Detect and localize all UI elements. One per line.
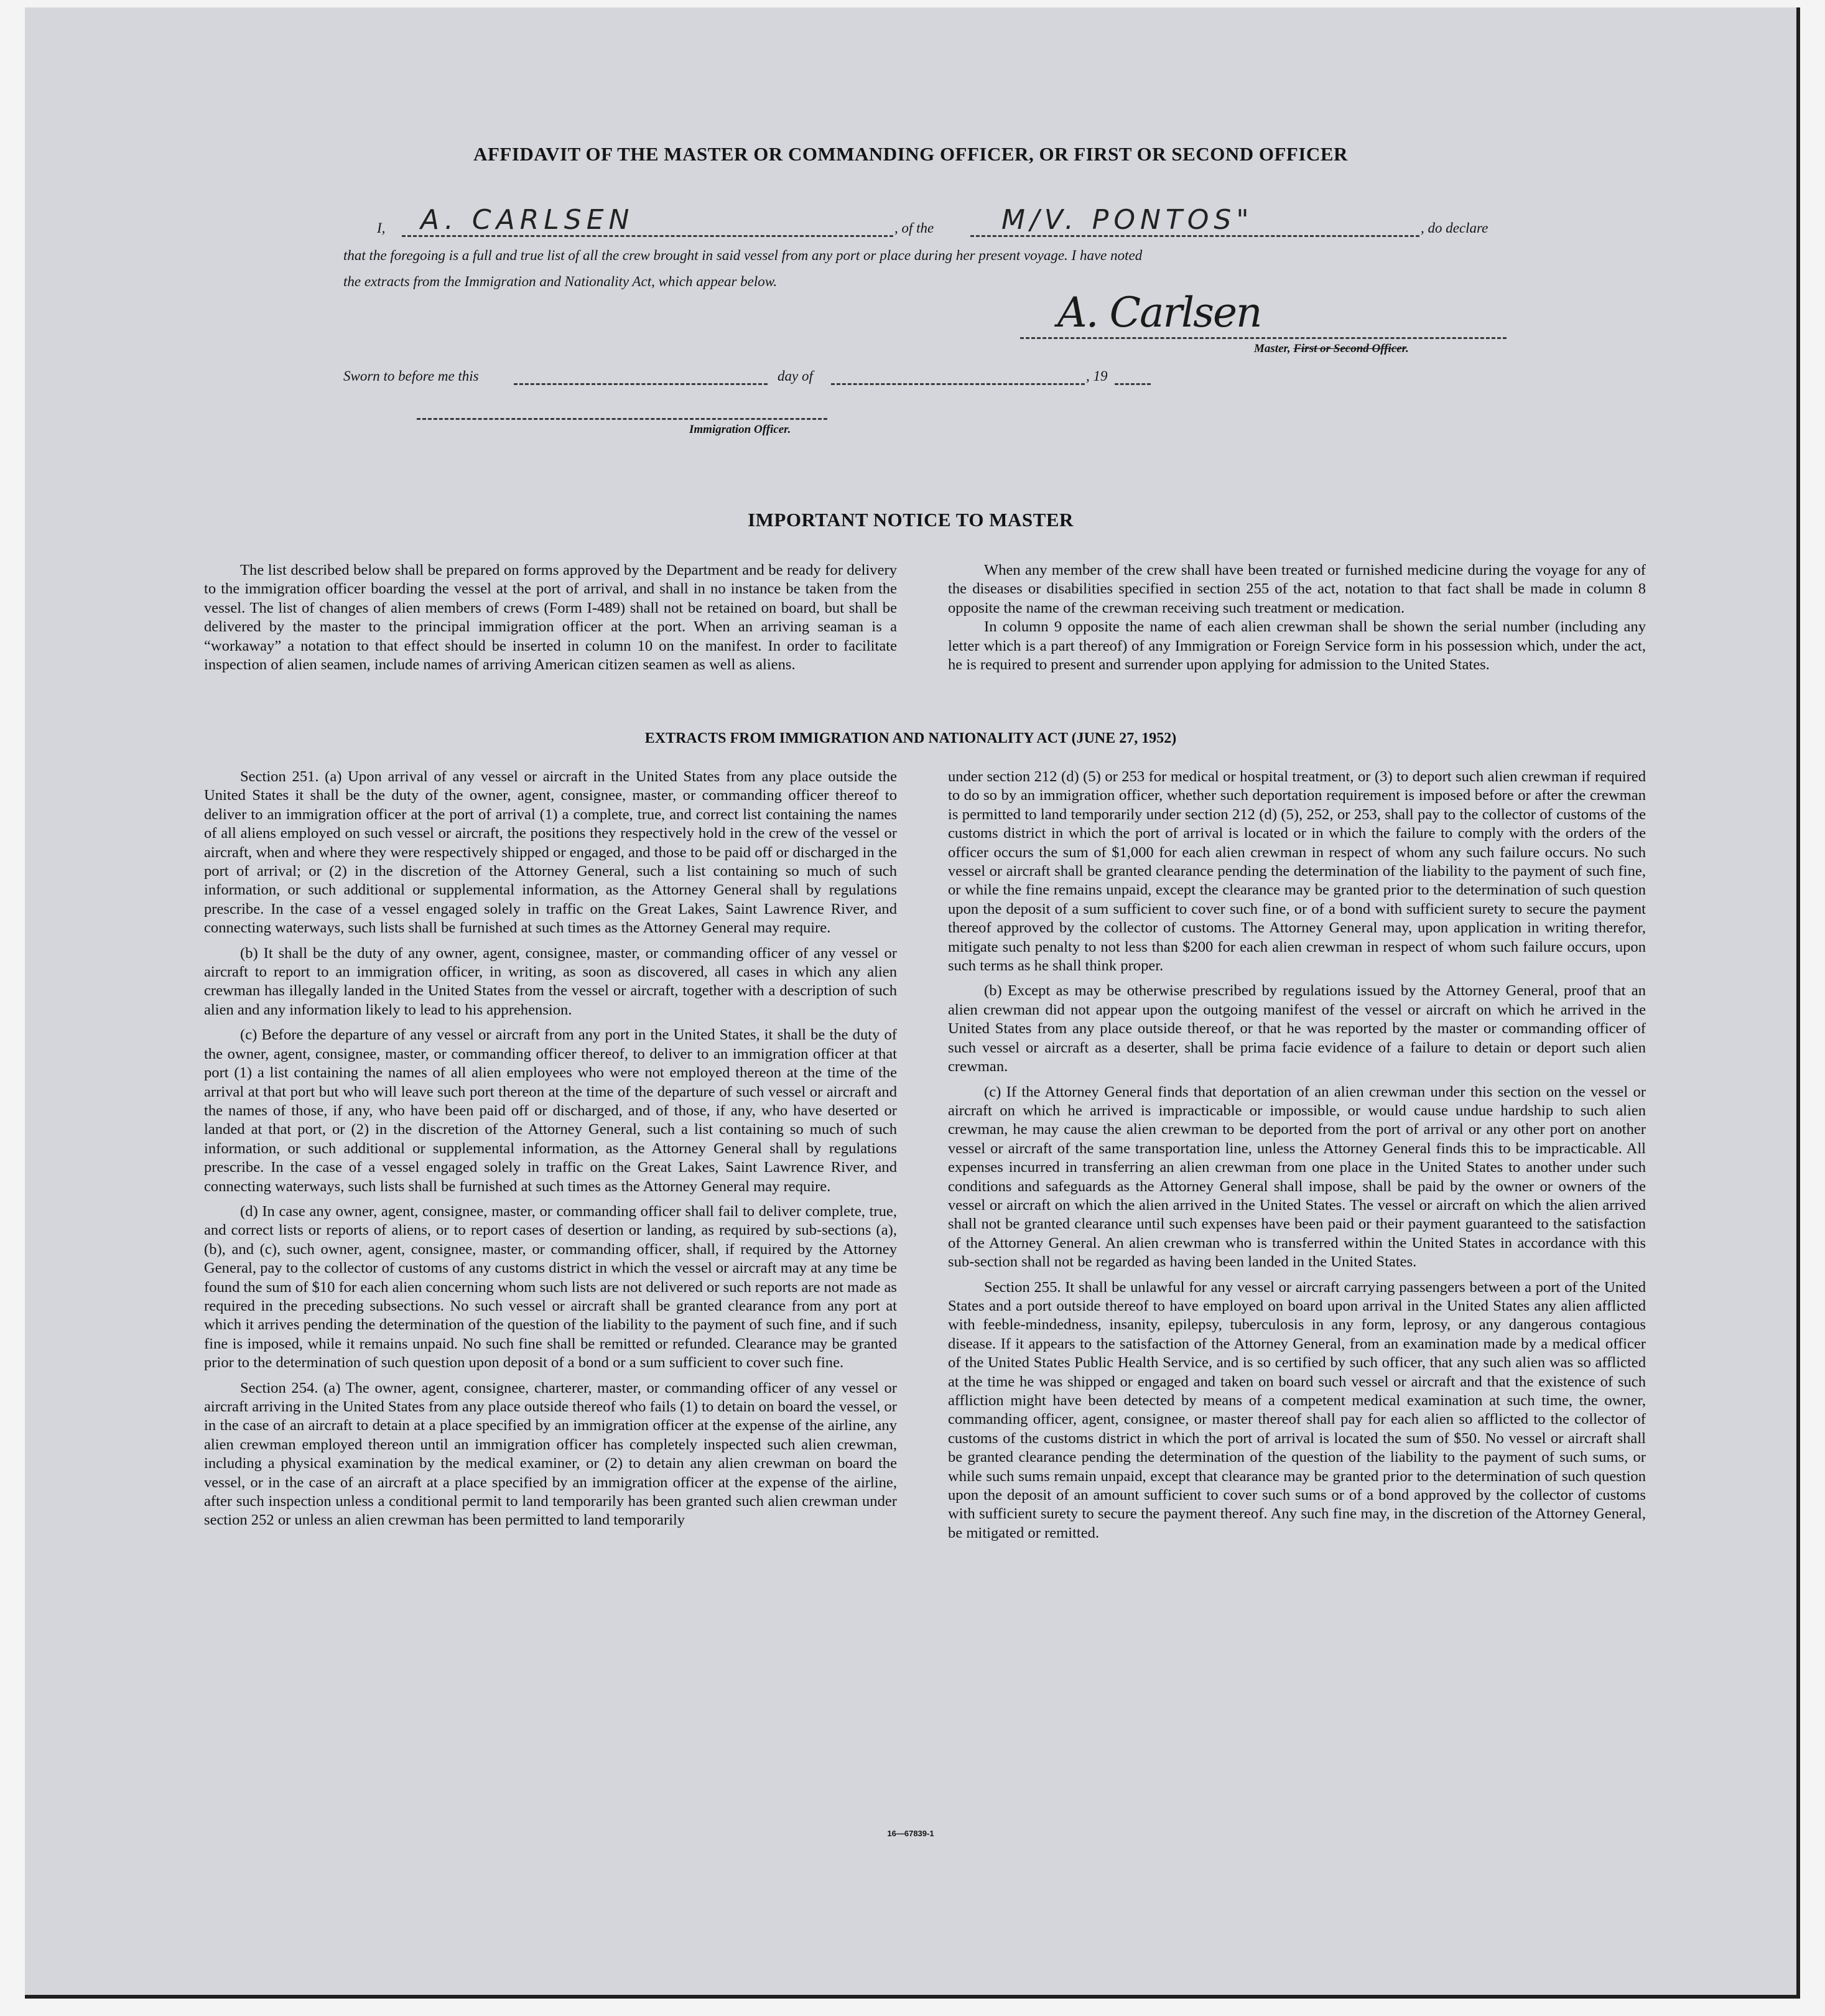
vessel-name-field[interactable]: M/V. PONTOS" bbox=[1001, 204, 1254, 236]
section-254-b: (b) Except as may be otherwise prescribed by regulations issued by the Attorney General, proof that an alien crewman did not appear upon the outgoing manifest of the vessel or aircraft on which he arrived in the United States from any place outside thereof, or that he was reported by the master or commanding officer of such vessel or aircraft as a deserter, shall be prima facie evidence of a failure to detain or deport such alien crewman. bbox=[948, 982, 1646, 1075]
i-label: I, bbox=[377, 220, 386, 236]
master-signature: A. Carlsen bbox=[1057, 289, 1261, 337]
day-of-label: day of bbox=[778, 368, 813, 384]
immigration-officer-line[interactable] bbox=[417, 418, 827, 420]
notice-left-column bbox=[204, 561, 897, 681]
form-code: 16—67839-1 bbox=[887, 1829, 934, 1838]
master-period: . bbox=[1406, 342, 1409, 355]
do-declare-label: , do declare bbox=[1421, 220, 1488, 236]
sworn-year-line[interactable] bbox=[1115, 383, 1151, 385]
year-label: , 19 bbox=[1086, 368, 1108, 384]
section-251-d: (d) In case any owner, agent, consignee, master, or commanding officer shall fail to deliver complete, true, and correct lists or reports of aliens, or to report cases of desertion or landing, as required by sub-sections (a), (b), and (c), such owner, agent, consignee, master, or commanding officer, shall, if required by the Attorney General, pay to the collector of customs of any customs district in which the vessel or aircraft may at any time be found the sum of $10 for each alien concerning whom such lists are not delivered or such reports are not made as required in the preceding subsections. No such vessel or aircraft shall be granted clearance from any port at which it arrives pending the determination of the question of the liability to the payment of such fine, and if such fine is imposed, while it remains unpaid. No such fine shall be remitted or refunded. Clearance may be granted prior to the determination of such question upon deposit of a bond or a sum sufficient to cover such fine. bbox=[204, 1202, 897, 1372]
extracts-title: EXTRACTS FROM IMMIGRATION AND NATIONALITY ACT (JUNE 27, 1952) bbox=[644, 730, 1177, 746]
signer-title bbox=[1254, 342, 1409, 356]
section-254-c: (c) If the Attorney General finds that deportation of an alien crewman under this section on the vessel or aircraft on which he arrived is impracticable or impossible, or would cause undue hardship to such alien crewman, he may cause the alien crewman to be deported from the port of arrival or any other port on another vessel or aircraft of the same transportation line, unless the Attorney General finds this to be impracticable. All expenses incurred in transferring an alien crewman from one place in the United States to another under such conditions and safeguards as the Attorney General shall impose, shall be paid by the owner or owners of the vessel or aircraft on which the alien arrived in the United States. The vessel or aircraft on which the alien arrived shall not be granted clearance until such expenses have been paid or their payment guaranteed to the satisfaction of the Attorney General. An alien crewman who is transferred within the United States in accordance with this sub-section shall not be regarded as having been landed in the United States. bbox=[948, 1083, 1646, 1271]
notice-right-paragraph-2: In column 9 opposite the name of each alien crewman shall be shown the serial number (including any letter which is a part thereof) of any Immigration or Foreign Service form in his possession which, under the act, he is required to present and surrender upon applying for admission to the United States. bbox=[948, 618, 1646, 674]
notice-left-paragraph: The list described below shall be prepared on forms approved by the Department and be ready for delivery to the immigration officer boarding the vessel at the port of arrival, and shall in no instance be taken from the vessel. The list of changes of alien members of crews (Form I-489) shall not be retained on board, but shall be delivered by the master to the principal immigration officer at the port. When an arriving seaman is a “workaway” a notation to that effect should be inserted in column 10 on the manifest. In order to facilitate inspection of alien seamen, include names of arriving American citizen seamen as well as aliens. bbox=[204, 562, 897, 674]
section-251-c: (c) Before the departure of any vessel or aircraft from any port in the United States, it shall be the duty of the owner, agent, consignee, master, or commanding officer thereof, to deliver to an immigration officer at that port (1) a list containing the names of all alien employees who were not employed thereon at the time of the arrival at that port but who will leave such port thereon at the time of the departure of such vessel or aircraft and the names of those, if any, who have been paid off or discharged, and of those, if any, who have deserted or landed at that port, or (2) in the discretion of the Attorney General, such a list containing so much of such information, or such additional or supplemental information, as the Attorney General shall by regulations prescribe. In the case of a vessel engaged solely in traffic on the Great Lakes, Saint Lawrence River, and connecting waterways, such lists shall be furnished at such times as the Attorney General may require. bbox=[204, 1026, 897, 1195]
section-251-a: Section 251. (a) Upon arrival of any vessel or aircraft in the United States from any place outside the United States it shall be the duty of the owner, agent, consignee, master, or commanding officer thereof to deliver to an immigration officer at the port of arrival (1) a complete, true, and correct list containing the names of all aliens employed on such vessel or aircraft, the positions they respectively hold in the crew of the vessel or aircraft, when and where they were respectively shipped or engaged, and those to be paid off or discharged in the port of arrival; or (2) in the discretion of the Attorney General, such a list containing so much of such information, or such additional or supplemental information, as the Attorney General shall by regulations prescribe. In the case of a vessel engaged solely in traffic on the Great Lakes, Saint Lawrence River, and connecting waterways, such lists shall be furnished at such times as the Attorney General may require. bbox=[204, 768, 897, 937]
extracts-right-column bbox=[948, 768, 1646, 1549]
extracts-left-column bbox=[204, 768, 897, 1536]
sworn-month-line[interactable] bbox=[831, 383, 1085, 385]
section-255: Section 255. It shall be unlawful for any vessel or aircraft carrying passengers between a port of the United States and a port outside thereof to have employed on board upon arrival in the United States any alien afflicted with feeble-mindedness, insanity, epilepsy, tuberculosis in any form, leprosy, or any dangerous contagious disease. If it appears to the satisfaction of the Attorney General, from an examination made by a medical officer of the United States Public Health Service, and is so certified by such officer, that any such alien was so afflicted at the time he was shipped or engaged and taken on board such vessel or aircraft and that the existence of such affliction might have been detected by means of a competent medical examination at such time, the owner, commanding officer, agent, consignee, or master thereof shall pay for each alien so afflicted to the collector of customs of the customs district in which the port of arrival is located the sum of $50. No vessel or aircraft shall be granted clearance pending the determination of the question of the liability to the payment of such sums, or while such sums remain unpaid, except that clearance may be granted prior to the determination of such question upon the deposit of an amount sufficient to cover such sums or of a bond approved by the collector of customs with sufficient surety to secure the payment thereof. Any such fine may, in the discretion of the Attorney General, be mitigated or remitted. bbox=[948, 1278, 1646, 1541]
section-254-a-continued: under section 212 (d) (5) or 253 for medical or hospital treatment, or (3) to deport such alien crewman if required to do so by an immigration officer, whether such deportation requirement is imposed before or after the crewman is permitted to land temporarily under section 212 (d) (5), 252, or 253, shall pay to the collector of customs of the customs district in which the port of arrival is located or in which the failure to comply with the orders of the officer occurs the sum of $1,000 for each alien crewman in respect of whom any such failure occurs. No such vessel or aircraft shall be granted clearance pending the determination of the liability to the payment of such fine, or while the fine remains unpaid, except the clearance may be granted prior to the determination of such question upon the deposit of a sum sufficient to cover such fine, or of a bond with sufficient surety to secure the payment thereof approved by the collector of customs. The Attorney General may, upon application in writing therefor, mitigate such penalty to not less than $200 for each alien crewman in respect of whom such failure occurs, upon such terms as he shall think proper. bbox=[948, 768, 1646, 975]
affidavit-statement-line-2: the extracts from the Immigration and Nationality Act, which appear below. bbox=[343, 274, 778, 289]
of-the-label: , of the bbox=[894, 220, 934, 236]
sworn-date-line[interactable] bbox=[514, 383, 768, 385]
form-sheet bbox=[25, 7, 1800, 1999]
immigration-officer-label: Immigration Officer. bbox=[689, 423, 791, 436]
sworn-label: Sworn to before me this bbox=[343, 368, 479, 384]
signature-line bbox=[1020, 337, 1507, 339]
section-254-a: Section 254. (a) The owner, agent, consignee, charterer, master, or commanding officer of any vessel or aircraft arriving in the United States from any place outside thereof who fails (1) to detain on board the vessel, or in the case of an aircraft to detain at a place specified by an immigration officer at the expense of the airline, any alien crewman employed thereon until an immigration officer has completely inspected such alien crewman, including a physical examination by the medical examiner, or (2) to detain any alien crewman on board the vessel, or in the case of an aircraft at a place specified by an immigration officer at the expense of the airline, after such inspection unless a conditional permit to land temporarily has been granted such alien crewman under section 252 or unless an alien crewman has been permitted to land temporarily bbox=[204, 1379, 897, 1529]
master-label: Master, bbox=[1254, 342, 1291, 355]
notice-right-column bbox=[948, 561, 1646, 681]
affidavit-statement-line-1: that the foregoing is a full and true list of all the crew brought in said vessel from any port or place during her present voyage. I have noted bbox=[343, 248, 1143, 263]
affidavit-title: AFFIDAVIT OF THE MASTER OR COMMANDING OFFICER, OR FIRST OR SECOND OFFICER bbox=[473, 143, 1348, 165]
notice-title: IMPORTANT NOTICE TO MASTER bbox=[748, 509, 1074, 531]
master-name-field[interactable]: A. CARLSEN bbox=[420, 204, 634, 236]
notice-right-paragraph-1: When any member of the crew shall have been treated or furnished medicine during the voyage for any of the diseases or disabilities specified in section 255 of the act, notation to that fact shall be made in column 8 opposite the name of the crewman receiving such treatment or medication. bbox=[948, 562, 1646, 616]
section-251-b: (b) It shall be the duty of any owner, agent, consignee, master, or commanding officer of any vessel or aircraft to report to an immigration officer, in writing, as soon as discovered, all cases in which any alien crewman has illegally landed in the United States from the vessel or aircraft, together with a description of such alien and any information likely to lead to his apprehension. bbox=[204, 944, 897, 1018]
officer-struck-label: First or Second Officer bbox=[1293, 342, 1406, 355]
